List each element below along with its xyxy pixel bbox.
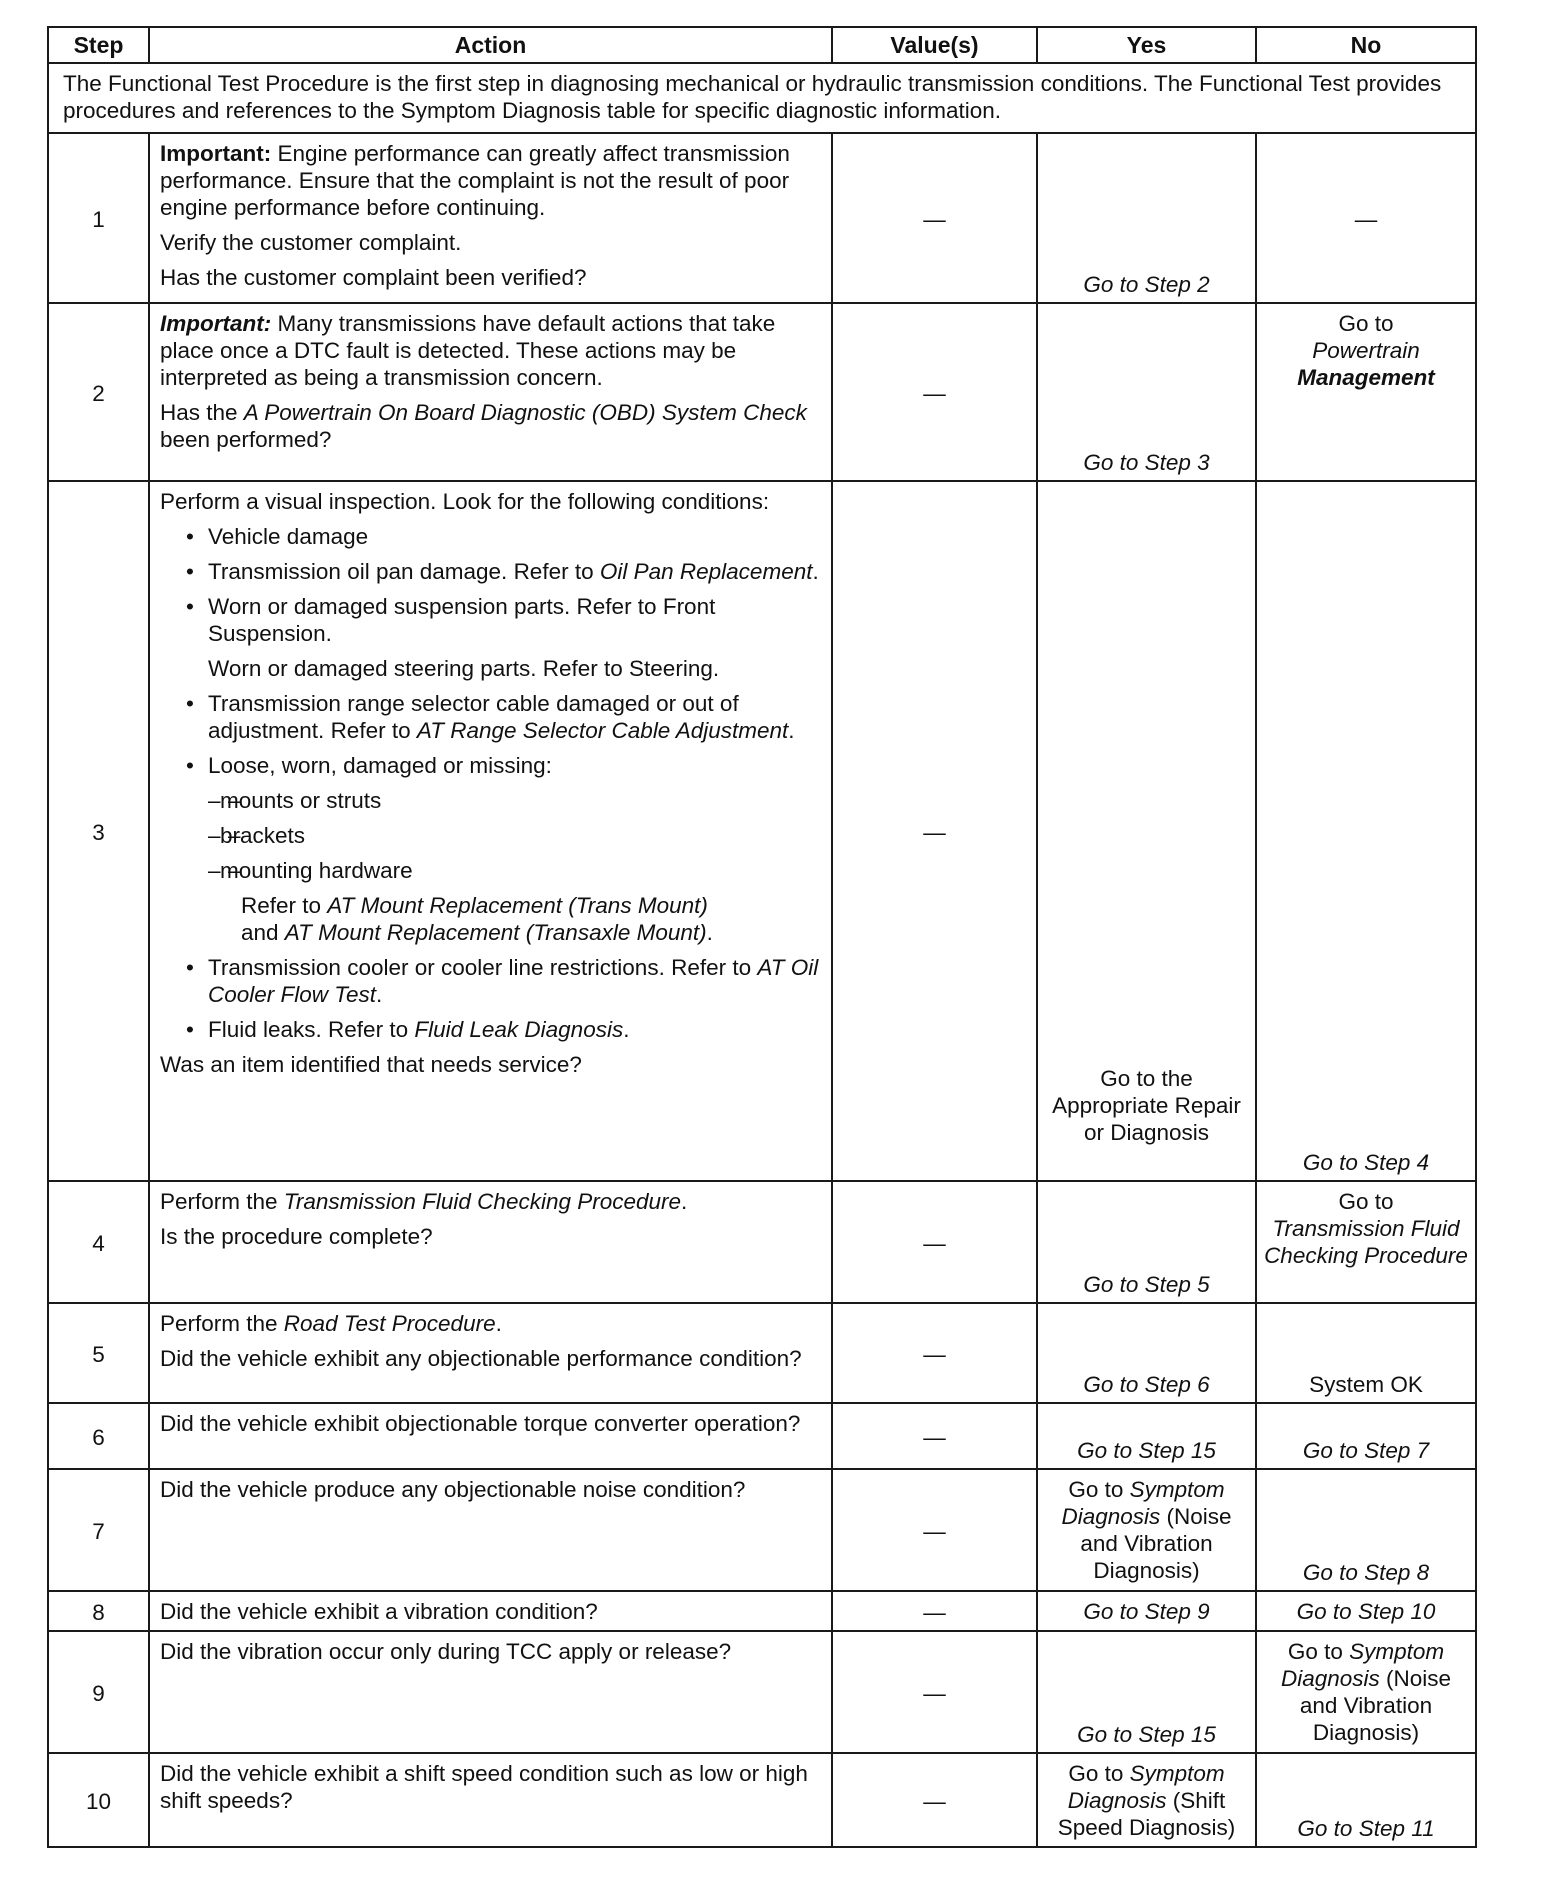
step-number: 7: [48, 1469, 149, 1591]
step-number: 4: [48, 1181, 149, 1303]
fluid-leak-link[interactable]: Fluid Leak Diagnosis: [414, 1017, 624, 1042]
table-row: [48, 133, 1476, 303]
important-text: Engine performance can greatly affect transmission performance. Ensure that the complaint is not the result of poor engine performance before continuing.: [160, 141, 790, 220]
action-question: Is the procedure complete?: [160, 1224, 433, 1249]
obd-check-link[interactable]: A Powertrain On Board Diagnostic (OBD) System Check: [243, 400, 807, 425]
value-cell: —: [832, 1469, 1037, 1591]
action-question: Was an item identified that needs service?: [160, 1052, 582, 1077]
yes-link[interactable]: Go to Step 2: [1083, 272, 1210, 297]
action-text: Perform the: [160, 1311, 284, 1336]
yes-text: Go to: [1068, 1761, 1130, 1786]
yes-cell: Go to the Appropriate Repair or Diagnosis: [1037, 481, 1256, 1181]
yes-cell: [1037, 303, 1256, 481]
step-number: 9: [48, 1631, 149, 1753]
no-cell: [1256, 1631, 1476, 1753]
important-note: [160, 140, 821, 221]
list-item: • Vehicle damage: [208, 523, 821, 550]
step-number: 2: [48, 303, 149, 481]
yes-link[interactable]: Go to Step 6: [1083, 1372, 1210, 1397]
mount-refer: [184, 892, 821, 946]
list-item: [208, 954, 821, 1008]
table-row: [48, 1303, 1476, 1403]
question-text-end: been performed?: [160, 427, 332, 452]
action-question: Did the vibration occur only during TCC apply or release?: [160, 1639, 732, 1664]
action-cell: [149, 1469, 832, 1591]
no-link[interactable]: Go to Step 4: [1302, 1150, 1430, 1175]
item-text: Transmission oil pan damage. Refer to: [208, 559, 600, 584]
list-item: [208, 752, 821, 946]
header-no: No: [1256, 27, 1476, 63]
action-question: Did the vehicle produce any objectionable noise condition?: [160, 1477, 746, 1502]
intro-row: [48, 63, 1476, 133]
yes-text-end: (Noise and Vibration Diagnosis): [1080, 1504, 1232, 1583]
list-item: [208, 593, 821, 682]
intro-text: The Functional Test Procedure is the first step in diagnosing mechanical or hydraulic transmission conditions. The Functional Test provides procedures and references to the Symptom Diagnosis table for specific diagnostic information.: [48, 63, 1476, 133]
table-row: [48, 303, 1476, 481]
symptom-diagnosis-link[interactable]: Symptom Diagnosis: [1280, 1639, 1445, 1691]
item-text: Fluid leaks. Refer to: [208, 1017, 415, 1042]
yes-cell: [1037, 1181, 1256, 1303]
item-text: Transmission cooler or cooler line restrictions. Refer to: [208, 955, 758, 980]
cooler-flow-link[interactable]: AT Oil Cooler Flow Test: [208, 955, 819, 1007]
no-text: Go to: [1287, 1639, 1350, 1664]
action-cell: [149, 1591, 832, 1631]
action-question: Has the customer complaint been verified?: [160, 265, 587, 290]
no-link-part[interactable]: Powertrain: [1312, 338, 1420, 363]
oil-pan-link[interactable]: Oil Pan Replacement: [599, 559, 813, 584]
table-row: [48, 1403, 1476, 1469]
action-cell: [149, 1403, 832, 1469]
action-line: [160, 1188, 821, 1215]
header-step: Step: [48, 27, 149, 63]
value-cell: —: [832, 1403, 1037, 1469]
table-row: [48, 1591, 1476, 1631]
refer-text: Refer to: [241, 893, 328, 918]
sub-item: – – mounts or struts: [184, 787, 821, 814]
sub-item-text: brackets: [220, 823, 306, 848]
sub-item: – – brackets: [184, 822, 821, 849]
trans-mount-link[interactable]: AT Mount Replacement (Trans Mount): [327, 893, 708, 918]
diagnostic-page: [47, 26, 1475, 1848]
no-link-part[interactable]: Management: [1297, 365, 1435, 390]
period: .: [623, 1017, 630, 1042]
important-text: Many transmissions have default actions that take place once a DTC fault is detected. These actions may be interpreted as being a transmission concern.: [160, 311, 776, 390]
condition-list: [160, 523, 821, 1043]
yes-cell: [1037, 1303, 1256, 1403]
yes-link[interactable]: Go to Step 15: [1077, 1438, 1216, 1463]
period: .: [788, 718, 795, 743]
step-number: 6: [48, 1403, 149, 1469]
yes-cell: [1037, 1403, 1256, 1469]
sub-item: – – mounting hardware: [184, 857, 821, 884]
value-cell: —: [832, 1181, 1037, 1303]
yes-cell: [1037, 1591, 1256, 1631]
fluid-checking-link[interactable]: Transmission Fluid Checking Procedure: [283, 1189, 682, 1214]
list-item: [208, 1016, 821, 1043]
step-number: 1: [48, 133, 149, 303]
action-cell: [149, 481, 832, 1181]
no-link[interactable]: Go to Step 7: [1302, 1438, 1430, 1463]
yes-cell: [1037, 1753, 1256, 1847]
refer-text: and: [241, 920, 285, 945]
value-cell: —: [832, 1591, 1037, 1631]
header-yes: Yes: [1037, 27, 1256, 63]
symptom-diagnosis-link[interactable]: Symptom Diagnosis: [1061, 1477, 1225, 1529]
yes-cell: [1037, 133, 1256, 303]
yes-link[interactable]: Go to Step 5: [1083, 1272, 1210, 1297]
action-cell: [149, 1753, 832, 1847]
action-cell: [149, 1181, 832, 1303]
transaxle-mount-link[interactable]: AT Mount Replacement (Transaxle Mount): [284, 920, 707, 945]
no-link[interactable]: Go to Step 8: [1302, 1560, 1430, 1585]
step-number: 5: [48, 1303, 149, 1403]
no-link[interactable]: Go to Step 11: [1297, 1816, 1435, 1841]
sub-list: [184, 787, 821, 946]
no-cell: —: [1256, 133, 1476, 303]
yes-cell: [1037, 1469, 1256, 1591]
action-cell: [149, 133, 832, 303]
functional-test-table: [47, 26, 1477, 1848]
item-text: Loose, worn, damaged or missing:: [208, 753, 552, 778]
action-cell: [149, 1303, 832, 1403]
action-line: [160, 1310, 821, 1337]
yes-text: Go to: [1068, 1477, 1130, 1502]
no-cell: [1256, 1753, 1476, 1847]
sub-item-text: mounts or struts: [220, 788, 382, 813]
yes-link[interactable]: Go to Step 9: [1083, 1599, 1210, 1624]
period: .: [495, 1311, 502, 1336]
period: .: [681, 1189, 688, 1214]
header-action: Action: [149, 27, 832, 63]
no-cell: [1256, 1469, 1476, 1591]
value-cell: —: [832, 303, 1037, 481]
important-label: Important:: [160, 141, 272, 166]
action-question: Did the vehicle exhibit a shift speed condition such as low or high shift speeds?: [160, 1761, 808, 1813]
no-cell: System OK: [1256, 1303, 1476, 1403]
action-question: Did the vehicle exhibit objectionable torque converter operation?: [160, 1411, 801, 1436]
action-question: Did the vehicle exhibit a vibration condition?: [160, 1599, 598, 1624]
range-selector-link[interactable]: AT Range Selector Cable Adjustment: [416, 718, 789, 743]
action-question: Did the vehicle exhibit any objectionable performance condition?: [160, 1346, 802, 1371]
value-cell: —: [832, 1753, 1037, 1847]
important-note: [160, 310, 821, 391]
list-item: [208, 558, 821, 585]
item-text: Worn or damaged suspension parts. Refer to Front Suspension.: [208, 594, 716, 646]
road-test-link[interactable]: Road Test Procedure: [283, 1311, 496, 1336]
table-row: [48, 1181, 1476, 1303]
no-link[interactable]: Transmission Fluid Checking Procedure: [1264, 1216, 1468, 1268]
period: .: [706, 920, 713, 945]
no-line: [1261, 364, 1471, 391]
no-text-end: (Noise and Vibration Diagnosis): [1299, 1666, 1452, 1745]
yes-link[interactable]: Go to Step 3: [1083, 450, 1210, 475]
table-row: [48, 1469, 1476, 1591]
value-cell: —: [832, 481, 1037, 1181]
action-text: Perform the: [160, 1189, 284, 1214]
important-label: Important:: [160, 311, 272, 336]
sub-item-text: mounting hardware: [220, 858, 413, 883]
action-line: Verify the customer complaint.: [160, 230, 462, 255]
question-text: Has the: [160, 400, 244, 425]
action-intro: Perform a visual inspection. Look for the following conditions:: [160, 489, 770, 514]
no-cell: [1256, 1181, 1476, 1303]
no-line: Go to: [1338, 1189, 1394, 1214]
step-number: 8: [48, 1591, 149, 1631]
no-link[interactable]: Go to Step 10: [1296, 1599, 1436, 1624]
yes-link[interactable]: Go to Step 15: [1077, 1722, 1216, 1747]
period: .: [375, 982, 383, 1007]
no-line: Go to: [1338, 311, 1394, 336]
action-question: [160, 399, 821, 453]
action-cell: [149, 1631, 832, 1753]
no-cell: [1256, 1403, 1476, 1469]
no-cell: [1256, 303, 1476, 481]
table-row: [48, 481, 1476, 1181]
no-cell: [1256, 481, 1476, 1181]
table-row: [48, 1631, 1476, 1753]
value-cell: —: [832, 1631, 1037, 1753]
header-values: Value(s): [832, 27, 1037, 63]
value-cell: —: [832, 1303, 1037, 1403]
action-cell: [149, 303, 832, 481]
yes-text-end: (Shift Speed Diagnosis): [1057, 1788, 1236, 1840]
list-item: [208, 690, 821, 744]
no-cell: [1256, 1591, 1476, 1631]
item-text: Transmission range selector cable damaged or out of adjustment. Refer to: [208, 691, 739, 743]
symptom-diagnosis-link[interactable]: Symptom Diagnosis: [1067, 1761, 1225, 1813]
yes-cell: [1037, 1631, 1256, 1753]
item-continuation: Worn or damaged steering parts. Refer to Steering.: [208, 656, 720, 681]
step-number: 3: [48, 481, 149, 1181]
no-line: [1261, 337, 1471, 364]
step-number: 10: [48, 1753, 149, 1847]
period: .: [812, 559, 819, 584]
value-cell: —: [832, 133, 1037, 303]
header-row: [48, 27, 1476, 63]
table-row: [48, 1753, 1476, 1847]
